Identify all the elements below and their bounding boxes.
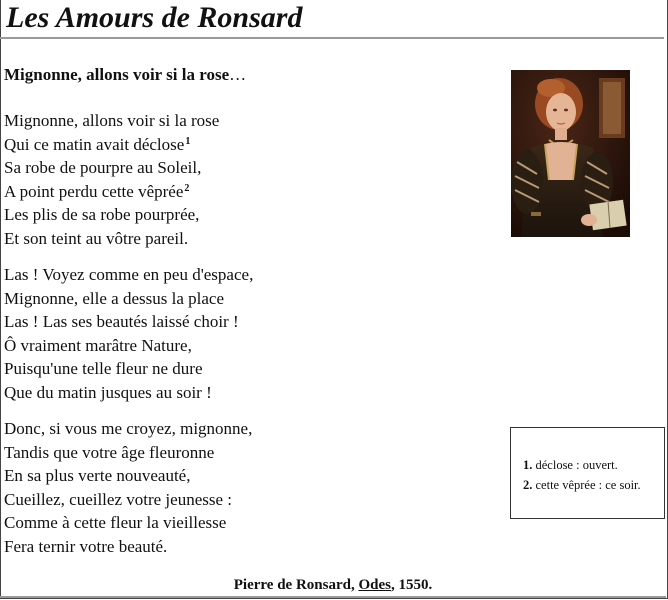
poem-line: Mignonne, elle a dessus la place xyxy=(4,288,224,308)
footnote-1-text: déclose : ouvert. xyxy=(535,458,618,472)
poem-line: Tandis que votre âge fleuronne xyxy=(4,442,215,462)
footnote-2-text: cette vêprée : ce soir. xyxy=(535,478,641,492)
poem-line: Ô vraiment marâtre Nature, xyxy=(4,335,192,355)
poem-line: Sa robe de pourpre au Soleil, xyxy=(4,158,202,178)
citation-author: Pierre de Ronsard, xyxy=(233,577,359,593)
bottom-divider xyxy=(0,596,666,598)
footnote-1-number: 1. xyxy=(523,458,533,472)
poem-line: Que du matin jusques au soir ! xyxy=(4,382,212,402)
footnote-2-number: 2. xyxy=(523,478,533,492)
poem-line: Las ! Voyez comme en peu d'espace, xyxy=(4,265,254,284)
footnotes-box xyxy=(510,427,665,519)
footnote-1 xyxy=(523,455,656,475)
source-citation xyxy=(0,575,666,595)
poem-line: Les plis de sa robe pourprée, xyxy=(4,205,200,225)
note-reference-2[interactable]: 2 xyxy=(184,182,190,194)
poem-line-text: A point perdu cette vêprée xyxy=(4,181,184,201)
poem-line: Puisqu'une telle fleur ne dure xyxy=(4,359,203,379)
poem-line: Las ! Las ses beautés laissé choir ! xyxy=(4,312,239,332)
poem-line: Mignonne, allons voir si la rose xyxy=(4,111,220,130)
note-reference-1[interactable]: 1 xyxy=(185,135,191,147)
poem-line-with-note xyxy=(4,133,219,157)
stanza-1 xyxy=(4,109,219,251)
stanza-2 xyxy=(4,263,253,405)
poem-line: Fera ternir votre beauté. xyxy=(4,536,168,556)
poem-line: En sa plus verte nouveauté, xyxy=(4,466,191,486)
poem-line: Et son teint au vôtre pareil. xyxy=(4,228,189,248)
footnote-2 xyxy=(523,475,656,495)
poem-line: Cueillez, cueillez votre jeunesse : xyxy=(4,489,232,509)
poem-line: Donc, si vous me croyez, mignonne, xyxy=(4,419,253,438)
citation-work-title[interactable]: Odes xyxy=(358,577,391,593)
poem-line-text: Qui ce matin avait déclose xyxy=(4,134,185,154)
citation-year: , 1550. xyxy=(390,577,433,593)
poem-line-with-note xyxy=(4,180,219,204)
poem-heading-ellipsis: … xyxy=(229,65,247,84)
stanza-3 xyxy=(4,417,252,559)
title-divider xyxy=(0,37,664,39)
poem-heading xyxy=(4,64,246,86)
page-title: Les Amours de Ronsard xyxy=(6,1,303,34)
poem-heading-text: Mignonne, allons voir si la rose xyxy=(4,65,230,84)
portrait-image xyxy=(511,70,630,237)
portrait-icon xyxy=(511,70,630,237)
poem-line: Comme à cette fleur la vieillesse xyxy=(4,513,227,533)
